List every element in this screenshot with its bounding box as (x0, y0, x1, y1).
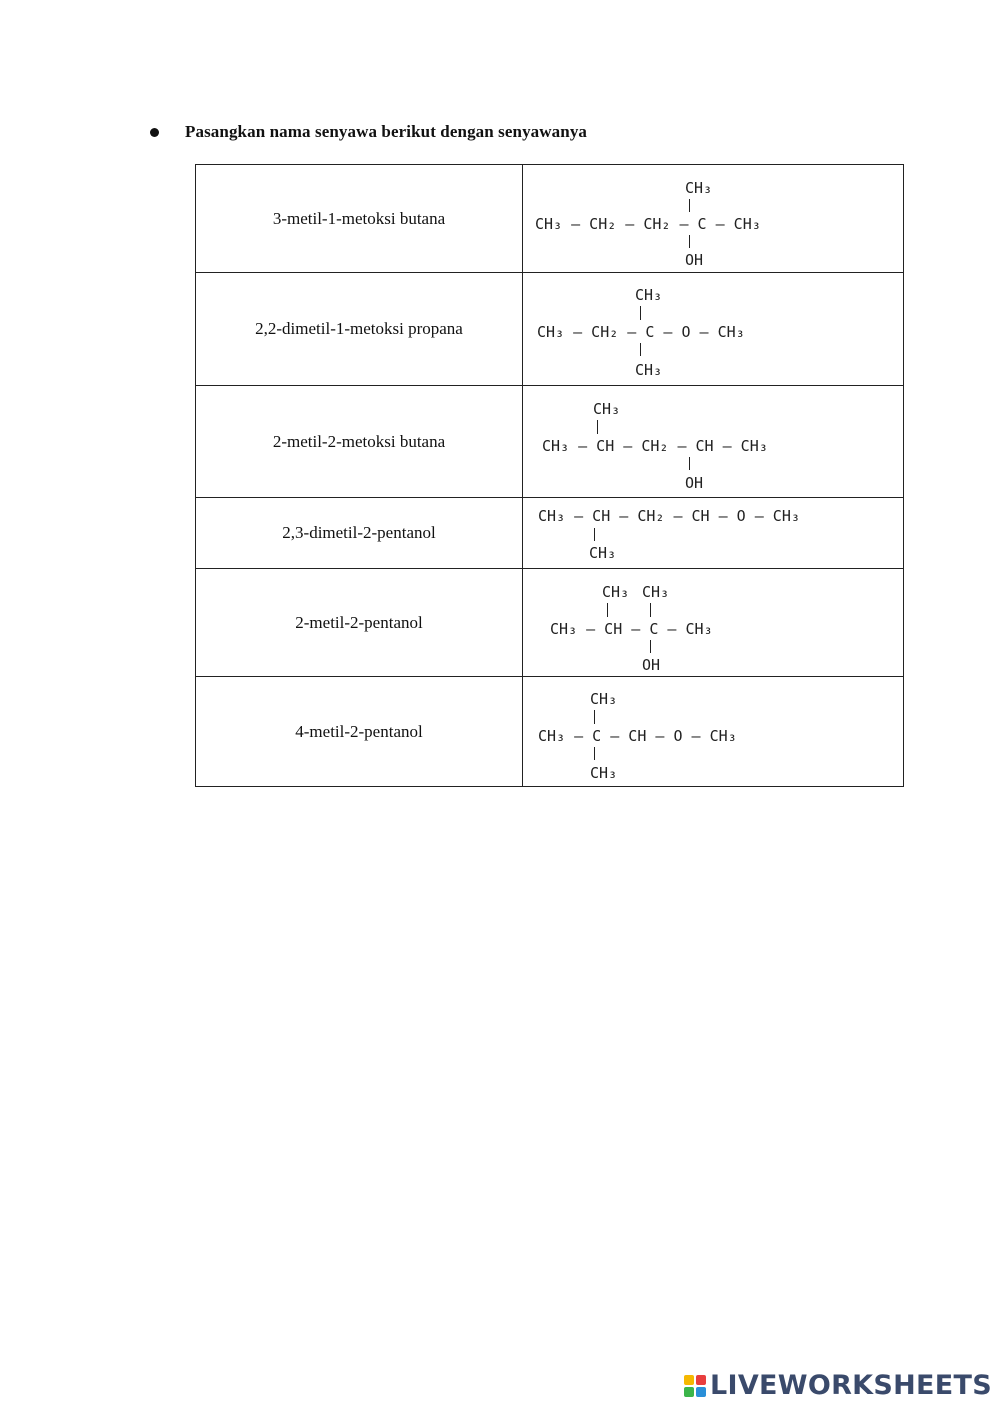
liveworksheets-logo-icon (684, 1375, 706, 1397)
compound-name[interactable]: 3-metil-1-metoksi butana (196, 165, 523, 273)
bond-line (640, 306, 641, 320)
bond-line (594, 747, 595, 760)
main-chain: CH₃ – C – CH – O – CH₃ (538, 726, 737, 745)
instruction-text: Pasangkan nama senyawa berikut dengan senyawanya (185, 122, 588, 141)
substituent-top: CH₃ (593, 399, 621, 418)
compound-structure[interactable] (523, 165, 904, 273)
table-row (196, 569, 904, 677)
bond-line (597, 420, 598, 434)
table-row (196, 273, 904, 386)
compound-structure[interactable] (523, 569, 904, 677)
structural-formula (523, 573, 903, 673)
substituent-top-right: CH₃ (642, 582, 670, 601)
compound-name[interactable]: 2,3-dimetil-2-pentanol (196, 498, 523, 569)
substituent-top: CH₃ (635, 286, 663, 304)
logo-square (684, 1387, 694, 1397)
compound-name[interactable]: 2-metil-2-pentanol (196, 569, 523, 677)
substituent-bottom: OH (642, 655, 661, 674)
structural-formula (523, 390, 903, 494)
bond-line (650, 640, 651, 653)
structural-formula (523, 501, 903, 565)
substituent-bottom: CH₃ (589, 544, 617, 562)
structural-formula (523, 169, 903, 269)
structural-formula (523, 681, 903, 783)
bond-line (650, 603, 651, 617)
logo-square (696, 1375, 706, 1385)
bond-line (689, 199, 690, 212)
compound-structure[interactable] (523, 273, 904, 386)
liveworksheets-watermark (684, 1370, 992, 1401)
table-row (196, 165, 904, 273)
compound-name[interactable]: 2-metil-2-metoksi butana (196, 386, 523, 498)
compound-name[interactable]: 2,2-dimetil-1-metoksi propana (196, 273, 523, 386)
substituent-bottom: CH₃ (635, 361, 663, 379)
main-chain: CH₃ – CH₂ – C – O – CH₃ (537, 323, 745, 341)
main-chain: CH₃ – CH – CH₂ – CH – CH₃ (542, 436, 768, 455)
instruction (150, 121, 587, 143)
substituent-bottom: OH (685, 473, 704, 492)
compound-structure[interactable] (523, 677, 904, 787)
logo-square (696, 1387, 706, 1397)
watermark-text: LIVEWORKSHEETS (709, 1370, 992, 1401)
compound-structure[interactable] (523, 386, 904, 498)
table-row (196, 498, 904, 569)
compound-name[interactable]: 4-metil-2-pentanol (196, 677, 523, 787)
matching-table (195, 164, 904, 787)
structural-formula (523, 277, 903, 381)
compound-structure[interactable] (523, 498, 904, 569)
bond-line (640, 343, 641, 356)
logo-square (684, 1375, 694, 1385)
bond-line (689, 235, 690, 248)
bullet-icon (150, 128, 159, 137)
bond-line (689, 457, 690, 470)
main-chain: CH₃ – CH₂ – CH₂ – C – CH₃ (535, 214, 761, 233)
substituent-top-left: CH₃ (602, 582, 630, 601)
table-row (196, 386, 904, 498)
table-row (196, 677, 904, 787)
substituent-bottom: OH (685, 250, 704, 269)
main-chain: CH₃ – CH – C – CH₃ (550, 619, 713, 638)
bond-line (594, 710, 595, 724)
bond-line (594, 528, 595, 541)
bond-line (607, 603, 608, 617)
substituent-bottom: CH₃ (590, 763, 618, 782)
substituent-top: CH₃ (590, 689, 618, 708)
main-chain: CH₃ – CH – CH₂ – CH – O – CH₃ (538, 507, 800, 525)
substituent-top: CH₃ (685, 178, 713, 197)
